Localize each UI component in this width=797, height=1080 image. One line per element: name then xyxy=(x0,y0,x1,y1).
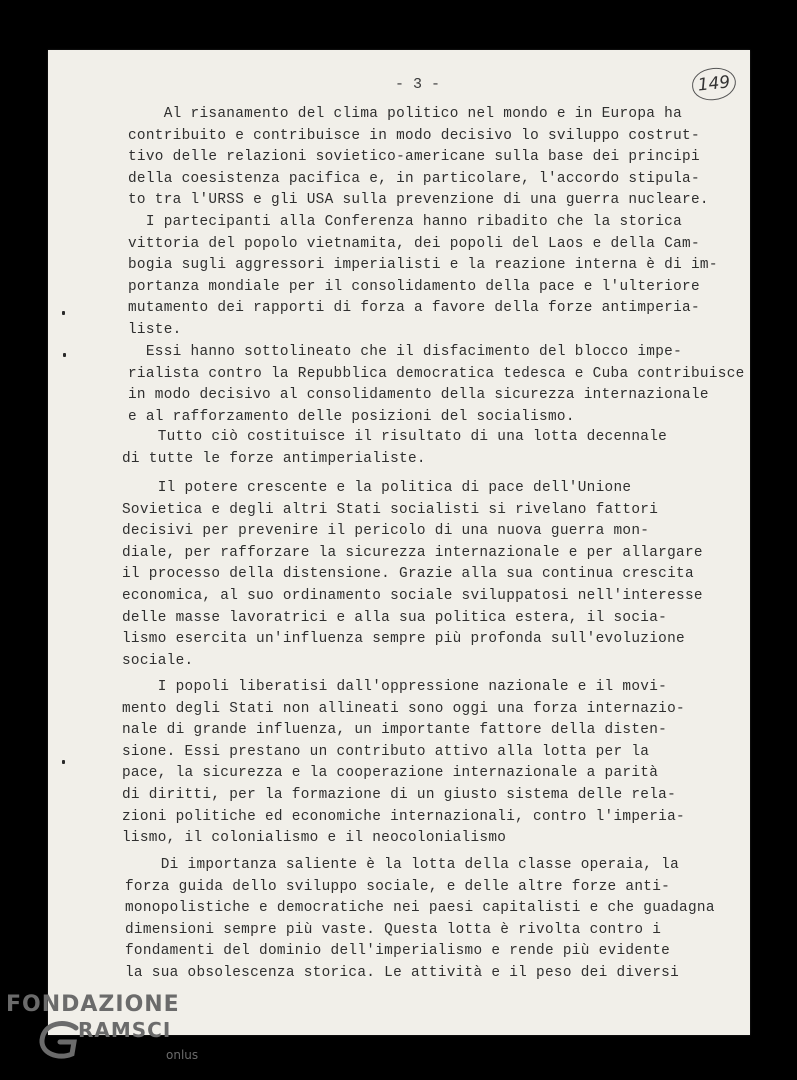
paragraph-2: I partecipanti alla Conferenza hanno ribadito che la storica vittoria del popolo vietnamita, dei popoli del Laos e della Cam- bogia sugli aggressori imperialisti e la reazione interna è di im- portanza mondiale per il consolidamento della pace e l'ulteriore mutamento dei rapporti di forza a favore della forze antimperia- liste. xyxy=(128,214,718,338)
punch-mark-1 xyxy=(62,311,65,315)
punch-mark-2 xyxy=(63,353,66,357)
paragraph-1: Al risanamento del clima politico nel mondo e in Europa ha contribuito e contribuisce in modo decisivo lo sviluppo costrut- tivo delle relazioni sovietico-americane sulla base dei principi della coesistenza pacifica e, in particolare, l'accordo stipula- to tra l'URSS e gli USA sulla prevenzione di una guerra nucleare. xyxy=(128,106,709,209)
paragraph-6: I popoli liberatisi dall'oppressione nazionale e il movi- mento degli Stati non allineati sono oggi una forza internazio- nale di grande influenza, un importante fattore della disten- sione. Essi prestano un contributo attivo alla lotta per la pace, la sicurezza e la cooperazione internazionale a parità di diritti, per la formazione di un giusto sistema delle rela- zioni politiche ed economiche internazionali, contro l'imperia- lismo, il colonialismo e il neocolonialismo xyxy=(122,679,685,847)
watermark-logo xyxy=(6,990,206,1070)
archive-number-stamp: 149 xyxy=(690,66,737,102)
page-number: - 3 - xyxy=(395,76,441,93)
paragraph-3: Essi hanno sottolineato che il disfacimento del blocco impe- rialista contro la Repubblica democratica tedesca e Cuba contribuisce in modo decisivo al consolidamento della sicurezza internazionale e al rafforzamento delle posizioni del socialismo. xyxy=(128,344,745,425)
watermark-line2: RAMSCI xyxy=(78,1018,172,1042)
watermark-line1: FONDAZIONE xyxy=(6,992,180,1017)
paragraph-4: Tutto ciò costituisce il risultato di una lotta decennale di tutte le forze antimperialiste. xyxy=(122,429,668,467)
paragraph-7: Di importanza saliente è la lotta della classe operaia, la forza guida dello sviluppo sociale, e delle altre forze anti- monopolistiche e democratiche nei paesi capitalisti e che guadagna dimensioni sempre più vaste. Questa lotta è rivolta contro i fondamenti del dominio dell'imperialismo e rende più evidente la sua obsolescenza storica. Le attività e il peso dei diversi xyxy=(125,857,715,981)
watermark-suffix: onlus xyxy=(166,1048,199,1062)
paragraph-5: Il potere crescente e la politica di pace dell'Unione Sovietica e degli altri Stati socialisti si rivelano fattori decisivi per prevenire il pericolo di una nuova guerra mon- diale, per rafforzare la sicurezza internazionale e per allargare il processo della distensione. Grazie alla sua continua crescita economica, al suo ordinamento sociale sviluppatosi nell'interesse delle masse lavoratrici e alla sua politica estera, il socia- lismo esercita un'influenza sempre più profonda sull'evoluzione sociale. xyxy=(122,480,703,669)
punch-mark-3 xyxy=(62,760,65,764)
